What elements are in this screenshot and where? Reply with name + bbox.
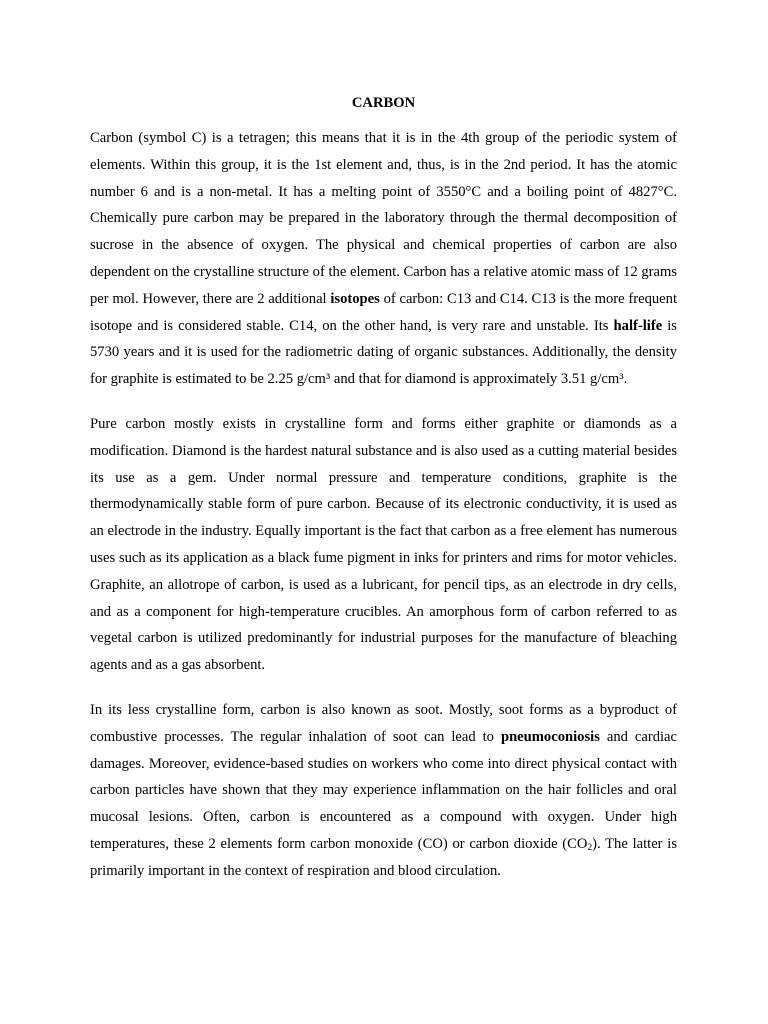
paragraph-text: of carbon: C13 and C14. C13 is the more frequent isotope and is considered stable. C14, on the other hand, is very rare and unstable. Its: [90, 290, 678, 334]
paragraph-text: Carbon (symbol C) is a tetragen; this means that it is in the 4th group of the periodic system of elements. Within this group, it is the 1st element and, thus, is in the 2nd period. It has the atomic number 6 and is a non-metal. It has a melting point of 3550°C and a boiling point of 4827°C. Chemically pure carbon may be prepared in the laboratory through the thermal decomposition of sucrose in the absence of oxygen. The physical and chemical properties of carbon are also dependent on the crystalline structure of the element. Carbon has a relative atomic mass of 12 grams per mol. However, there are 2 additional: [90, 130, 677, 307]
paragraph-soot-and-compounds: [90, 697, 677, 885]
subscript-2: 2: [587, 842, 593, 853]
paragraph-text: is 5730 years and it is used for the radiometric dating of organic substances. Additionally, the density for graphite is estimated to be 2.25 g/cm³ and that for diamond is approximately 3.51 g/cm³.: [90, 317, 677, 388]
document-title: CARBON: [351, 95, 416, 111]
half-life-term: half-life: [613, 317, 663, 334]
paragraph-text: Pure carbon mostly exists in crystalline form and forms either graphite or diamonds as a modification. Diamond is the hardest natural substance and is also used as a cutting material besides its use as a gem. Under normal pressure and temperature conditions, graphite is the thermodynamically stable form of pure carbon. Because of its electronic conductivity, it is used as an electrode in the industry. Equally important is the fact that carbon as a free element has numerous uses such as its application as a black fume pigment in inks for printers and rims for motor vehicles. Graphite, an allotrope of carbon, is used as a lubricant, for pencil tips, as an electrode in dry cells, and as a component for high-temperature crucibles. An amorphous form of carbon referred to as vegetal carbon is utilized predominantly for industrial purposes for the manufacture of bleaching agents and as a gas absorbent.: [90, 415, 677, 674]
isotopes-term: isotopes: [330, 290, 380, 307]
paragraph-text: and cardiac damages. Moreover, evidence-based studies on workers who come into direct physical contact with carbon particles have shown that they may experience inflammation on the hair follicles and oral mucosal lesions. Often, carbon is encountered as a compound with oxygen. Under high temperatures, these 2 elements form carbon monoxide (CO) or carbon dioxide (CO: [90, 728, 677, 852]
document-body: [90, 91, 677, 903]
paragraph-text: In its less crystalline form, carbon is also known as soot. Mostly, soot forms as a byproduct of combustive processes. The regular inhalation of soot can lead to: [90, 701, 677, 745]
paragraph-element-properties: [90, 125, 677, 393]
paragraph-text: ). The latter is primarily important in the context of respiration and blood circulation.: [90, 835, 678, 879]
pneumoconiosis-term: pneumoconiosis: [500, 728, 600, 745]
paragraph-crystalline-forms: [90, 411, 677, 679]
